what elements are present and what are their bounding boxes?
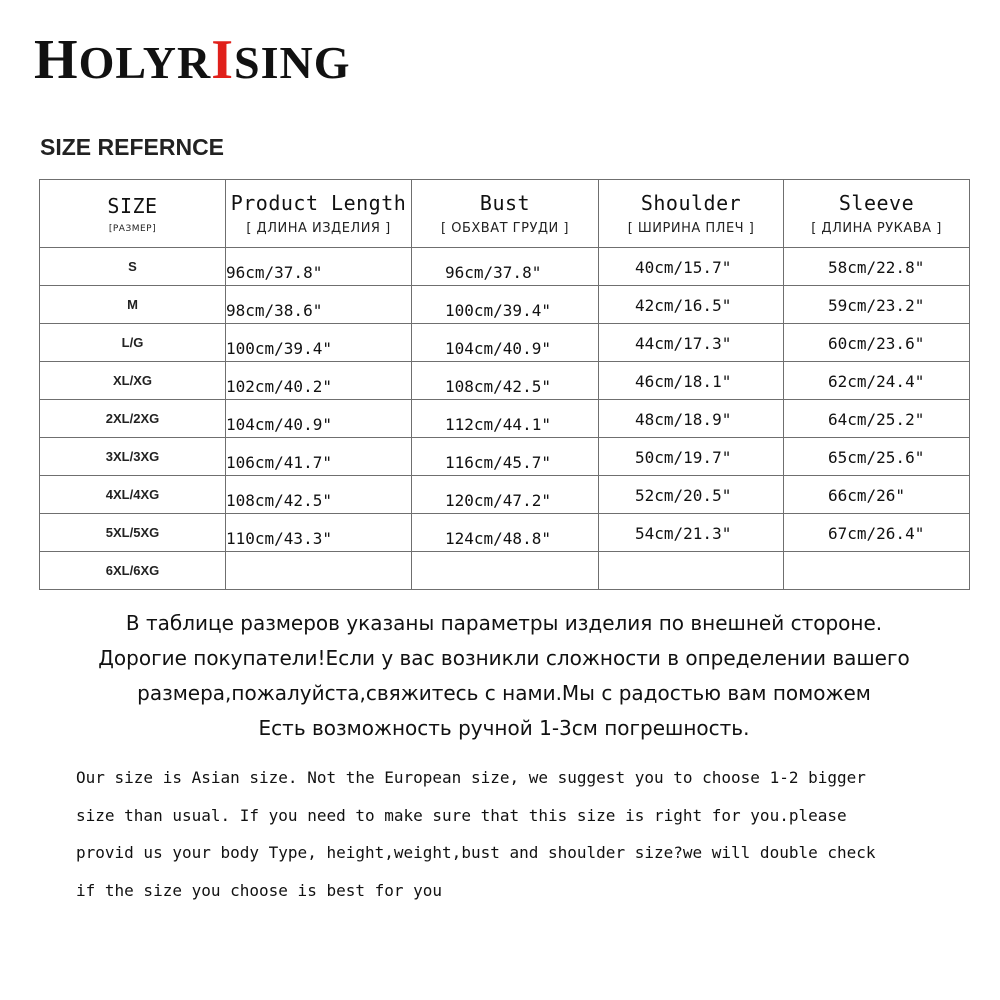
size-cell: S bbox=[40, 248, 226, 286]
header-bust: Bust [ ОБХВАТ ГРУДИ ] bbox=[412, 180, 599, 248]
section-title: SIZE REFERNCE bbox=[40, 134, 225, 160]
table-row bbox=[40, 476, 970, 514]
product-length-value: 98cm/38.6" bbox=[226, 301, 323, 320]
english-size-note bbox=[76, 759, 986, 909]
table-header-row bbox=[40, 180, 970, 248]
shoulder-value: 40cm/15.7" bbox=[635, 258, 732, 277]
size-cell: 5XL/5XG bbox=[40, 514, 226, 552]
product-length-value: 104cm/40.9" bbox=[226, 415, 332, 434]
product-length-value: 110cm/43.3" bbox=[226, 529, 332, 548]
size-table bbox=[39, 179, 970, 590]
product-length-value: 100cm/39.4" bbox=[226, 339, 332, 358]
shoulder-cell bbox=[599, 248, 784, 286]
product-length-cell bbox=[226, 514, 412, 552]
sleeve-value: 62cm/24.4" bbox=[828, 372, 925, 391]
shoulder-value: 44cm/17.3" bbox=[635, 334, 732, 353]
header-product-length: Product Length [ ДЛИНА ИЗДЕЛИЯ ] bbox=[226, 180, 412, 248]
bust-cell bbox=[412, 514, 599, 552]
table-row bbox=[40, 552, 970, 590]
sleeve-cell bbox=[784, 438, 970, 476]
shoulder-cell bbox=[599, 400, 784, 438]
table-row bbox=[40, 362, 970, 400]
sleeve-value: 60cm/23.6" bbox=[828, 334, 925, 353]
shoulder-value: 42cm/16.5" bbox=[635, 296, 732, 315]
table-row bbox=[40, 400, 970, 438]
bust-value: 108cm/42.5" bbox=[445, 377, 551, 396]
sleeve-cell bbox=[784, 324, 970, 362]
bust-value: 112cm/44.1" bbox=[445, 415, 551, 434]
header-size: SIZE [РАЗМЕР] bbox=[40, 180, 226, 248]
shoulder-value: 54cm/21.3" bbox=[635, 524, 732, 543]
bust-cell bbox=[412, 552, 599, 590]
english-note-line: if the size you choose is best for you bbox=[76, 880, 443, 900]
bust-cell bbox=[412, 476, 599, 514]
product-length-value: 106cm/41.7" bbox=[226, 453, 332, 472]
shoulder-cell bbox=[599, 438, 784, 476]
bust-value: 116cm/45.7" bbox=[445, 453, 551, 472]
size-cell: XL/XG bbox=[40, 362, 226, 400]
product-length-cell bbox=[226, 552, 412, 590]
sleeve-value: 58cm/22.8" bbox=[828, 258, 925, 277]
bust-cell bbox=[412, 286, 599, 324]
product-length-value: 102cm/40.2" bbox=[226, 377, 332, 396]
size-cell: 2XL/2XG bbox=[40, 400, 226, 438]
shoulder-value: 48cm/18.9" bbox=[635, 410, 732, 429]
shoulder-cell bbox=[599, 286, 784, 324]
bust-value: 124cm/48.8" bbox=[445, 529, 551, 548]
table-row bbox=[40, 324, 970, 362]
sleeve-value: 64cm/25.2" bbox=[828, 410, 925, 429]
size-cell: 6XL/6XG bbox=[40, 552, 226, 590]
header-sleeve: Sleeve [ ДЛИНА РУКАВА ] bbox=[784, 180, 970, 248]
size-cell: M bbox=[40, 286, 226, 324]
russian-note-line: В таблице размеров указаны параметры изделия по внешней стороне. bbox=[125, 611, 883, 635]
brand-logo: HOLYRISING bbox=[34, 29, 351, 91]
bust-value: 120cm/47.2" bbox=[445, 491, 551, 510]
product-length-cell bbox=[226, 400, 412, 438]
product-length-cell bbox=[226, 324, 412, 362]
bust-value: 96cm/37.8" bbox=[445, 263, 542, 282]
sleeve-cell bbox=[784, 514, 970, 552]
bust-cell bbox=[412, 400, 599, 438]
product-length-value: 108cm/42.5" bbox=[226, 491, 332, 510]
bust-cell bbox=[412, 324, 599, 362]
bust-cell bbox=[412, 362, 599, 400]
sleeve-value: 59cm/23.2" bbox=[828, 296, 925, 315]
russian-note-line: размера,пожалуйста,свяжитесь с нами.Мы с радостью вам поможем bbox=[137, 681, 871, 705]
size-cell: 4XL/4XG bbox=[40, 476, 226, 514]
sleeve-cell bbox=[784, 476, 970, 514]
shoulder-cell bbox=[599, 514, 784, 552]
russian-note-line: Есть возможность ручной 1-3см погрешность. bbox=[258, 716, 750, 740]
product-length-cell bbox=[226, 362, 412, 400]
table-row bbox=[40, 438, 970, 476]
product-length-cell bbox=[226, 438, 412, 476]
shoulder-cell bbox=[599, 552, 784, 590]
shoulder-value: 50cm/19.7" bbox=[635, 448, 732, 467]
table-row bbox=[40, 248, 970, 286]
shoulder-cell bbox=[599, 362, 784, 400]
english-note-line: Our size is Asian size. Not the European size, we suggest you to choose 1-2 bigger bbox=[76, 768, 866, 787]
bust-cell bbox=[412, 248, 599, 286]
product-length-cell bbox=[226, 286, 412, 324]
product-length-cell bbox=[226, 476, 412, 514]
russian-size-note bbox=[20, 606, 988, 746]
size-cell: L/G bbox=[40, 324, 226, 362]
shoulder-cell bbox=[599, 476, 784, 514]
sleeve-cell bbox=[784, 286, 970, 324]
sleeve-cell bbox=[784, 400, 970, 438]
size-cell: 3XL/3XG bbox=[40, 438, 226, 476]
product-length-cell bbox=[226, 248, 412, 286]
sleeve-cell bbox=[784, 552, 970, 590]
shoulder-value: 46cm/18.1" bbox=[635, 372, 732, 391]
table-row bbox=[40, 286, 970, 324]
sleeve-value: 67cm/26.4" bbox=[828, 524, 925, 543]
sleeve-cell bbox=[784, 248, 970, 286]
header-shoulder: Shoulder [ ШИРИНА ПЛЕЧ ] bbox=[599, 180, 784, 248]
table-row bbox=[40, 514, 970, 552]
bust-value: 104cm/40.9" bbox=[445, 339, 551, 358]
sleeve-cell bbox=[784, 362, 970, 400]
bust-value: 100cm/39.4" bbox=[445, 301, 551, 320]
english-note-line: size than usual. If you need to make sure that this size is right for you.please bbox=[76, 805, 847, 825]
bust-cell bbox=[412, 438, 599, 476]
sleeve-value: 65cm/25.6" bbox=[828, 448, 925, 467]
sleeve-value: 66cm/26" bbox=[828, 486, 906, 505]
english-note-line: provid us your body Type, height,weight,bust and shoulder size?we will double check bbox=[76, 843, 876, 862]
shoulder-cell bbox=[599, 324, 784, 362]
shoulder-value: 52cm/20.5" bbox=[635, 486, 732, 505]
russian-note-line: Дорогие покупатели!Если у вас возникли сложности в определении вашего bbox=[98, 646, 910, 670]
product-length-value: 96cm/37.8" bbox=[226, 263, 323, 282]
